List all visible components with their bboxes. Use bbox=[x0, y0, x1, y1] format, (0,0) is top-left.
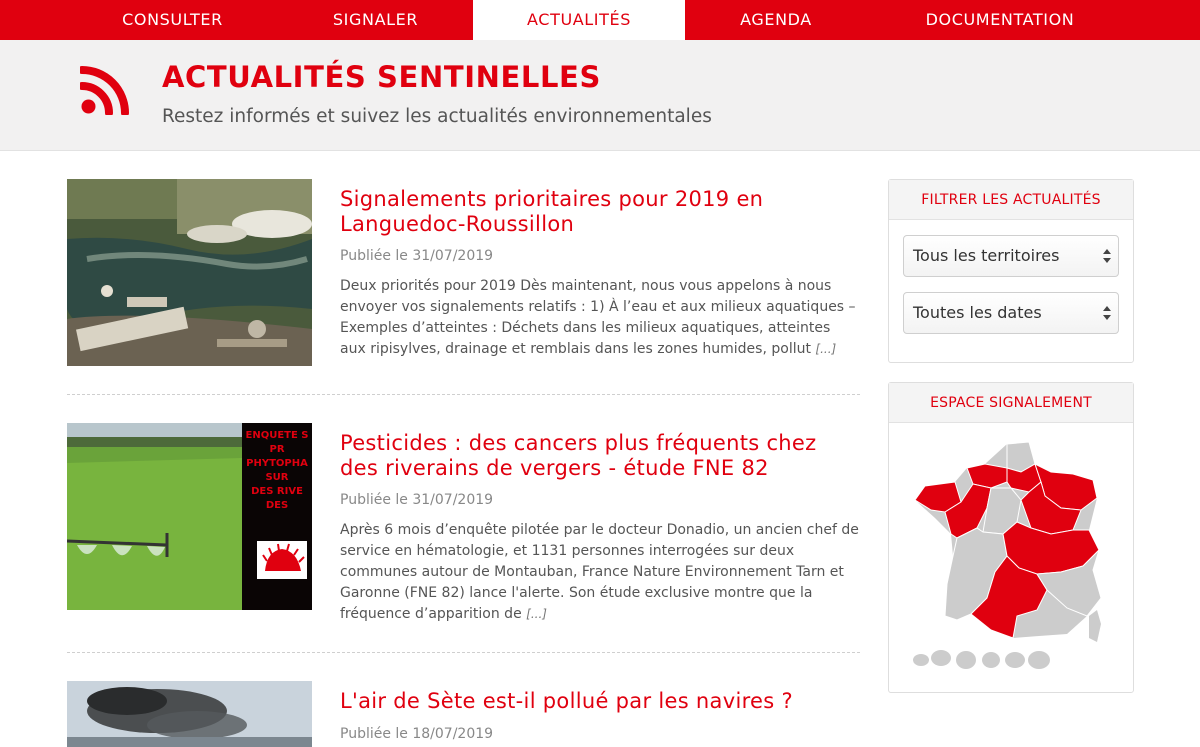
date-select-value: Toutes les dates bbox=[913, 303, 1042, 322]
page-subtitle: Restez informés et suivez les actualités environnementales bbox=[162, 106, 712, 127]
france-regions-map[interactable] bbox=[911, 438, 1111, 678]
excerpt-text: Deux priorités pour 2019 Dès maintenant, nous vous appelons à nous envoyer vos signalements relatifs : 1) À l’eau et aux milieux aquatiques – Exemples d’atteintes : Déchets dans les milieux aquatiques, atteintes aux ripisylves, drainage et remblais dans les zones humides, pollut bbox=[340, 278, 856, 357]
map-overseas-1 bbox=[913, 654, 929, 666]
map-overseas-3 bbox=[956, 651, 976, 669]
article-date: Publiée le 31/07/2019 bbox=[340, 492, 494, 508]
article-item bbox=[67, 179, 860, 369]
rss-icon bbox=[80, 65, 130, 115]
report-panel bbox=[888, 382, 1134, 693]
article-image-pollution[interactable] bbox=[67, 179, 312, 366]
map-overseas-5 bbox=[1005, 652, 1025, 668]
nav-actualites[interactable]: ACTUALITÉS bbox=[473, 0, 685, 40]
map-region-corsica bbox=[1089, 610, 1101, 642]
image-caption: ENQUETE S PR PHYTOPHA SUR DES RIVE DES bbox=[245, 430, 309, 511]
nav-documentation[interactable]: DOCUMENTATION bbox=[925, 10, 1075, 29]
article-title[interactable]: Pesticides : des cancers plus fréquents chez des riverains de vergers - étude FNE 82 bbox=[340, 431, 817, 480]
article-separator bbox=[67, 394, 860, 395]
map-overseas-4 bbox=[982, 652, 1000, 668]
article-date: Publiée le 18/07/2019 bbox=[340, 726, 494, 742]
report-panel-title: ESPACE SIGNALEMENT bbox=[889, 383, 1133, 423]
territory-select[interactable] bbox=[903, 235, 1119, 277]
nav-signaler[interactable]: SIGNALER bbox=[332, 10, 419, 29]
read-more-link[interactable]: [...] bbox=[526, 607, 547, 621]
article-separator bbox=[67, 652, 860, 653]
read-more-link[interactable]: [...] bbox=[815, 342, 837, 356]
page-header bbox=[0, 40, 1200, 151]
hedgehog-logo-icon bbox=[257, 541, 307, 579]
excerpt-text: Après 6 mois d’enquête pilotée par le docteur Donadio, un ancien chef de service en hématologie, et 1131 personnes interrogées sur deux communes autour de Montauban, France Nature Environnement Tarn et Garonne (FNE 82) lance l'alerte. Son étude exclusive montre que la fréquence d’apparition de bbox=[340, 522, 859, 622]
article-excerpt bbox=[340, 520, 860, 625]
article-image-pesticides[interactable] bbox=[67, 423, 312, 610]
article-title[interactable]: Signalements prioritaires pour 2019 en Languedoc-Roussillon bbox=[340, 187, 764, 236]
article-excerpt bbox=[340, 276, 860, 360]
filter-panel bbox=[888, 179, 1134, 363]
nav-consulter[interactable]: CONSULTER bbox=[122, 10, 223, 29]
map-overseas-6 bbox=[1028, 651, 1050, 669]
date-select[interactable] bbox=[903, 292, 1119, 334]
territory-select-value: Tous les territoires bbox=[913, 246, 1060, 265]
nav-agenda[interactable]: AGENDA bbox=[740, 10, 812, 29]
article-image-sete[interactable] bbox=[67, 681, 312, 747]
filter-panel-title: FILTRER LES ACTUALITÉS bbox=[889, 180, 1133, 220]
select-arrows-icon bbox=[1102, 305, 1112, 321]
article-item bbox=[67, 423, 860, 622]
article-title[interactable]: L'air de Sète est-il pollué par les navires ? bbox=[340, 689, 793, 713]
article-item bbox=[67, 681, 860, 747]
map-overseas-2 bbox=[931, 650, 951, 666]
article-date: Publiée le 31/07/2019 bbox=[340, 248, 494, 264]
page-title: ACTUALITÉS SENTINELLES bbox=[162, 60, 601, 94]
select-arrows-icon bbox=[1102, 248, 1112, 264]
top-navigation bbox=[0, 0, 1200, 40]
